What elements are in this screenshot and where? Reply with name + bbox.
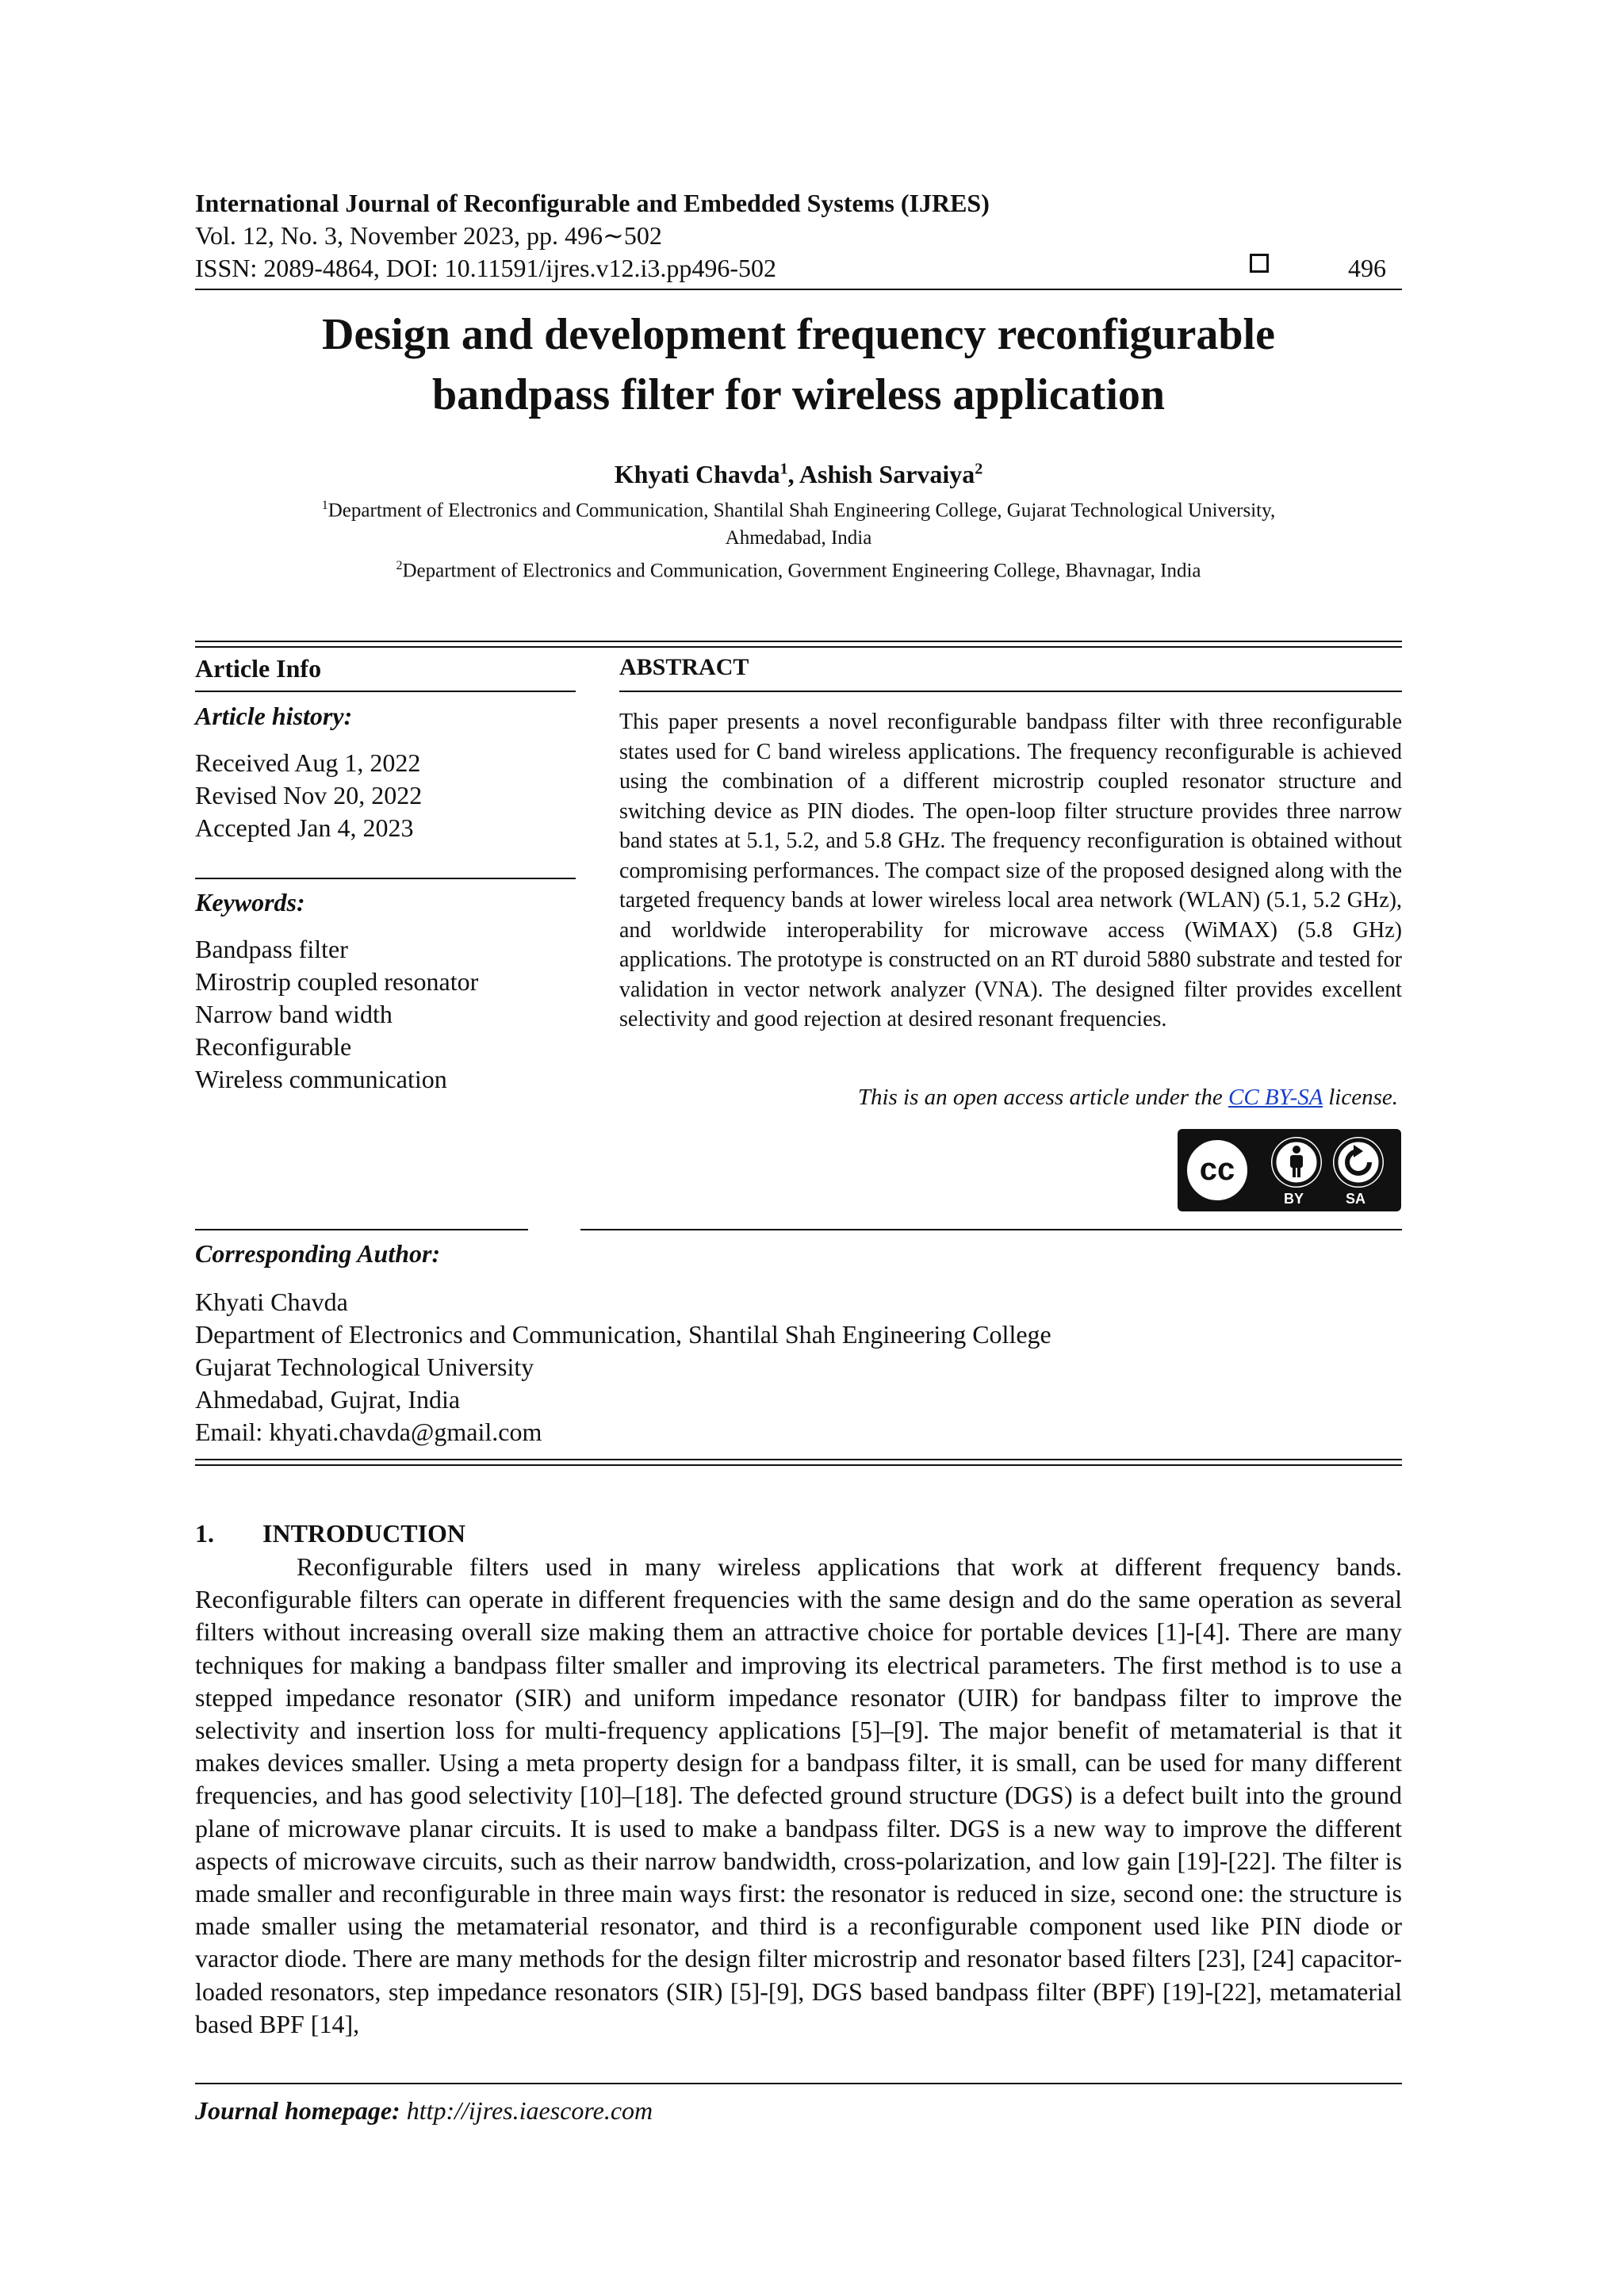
abstract-text: This paper presents a novel reconfigurable bandpass filter with three reconfigurable states used for C band wireless applications. The frequency reconfigurable is achieved using the combination of a different microstrip coupled resonator structure and switching device as PIN diodes. The open-loop filter structure provides three narrow band states at 5.1, 5.2, and 5.8 GHz. The frequency reconfiguration is obtained without compromising performances. The compact size of the proposed designed along with the targeted frequency bands at lower wireless local area network (WLAN) (5.1, 5.2 GHz), and worldwide interoperability for microwave access (WiMAX) (5.8 GHz) applications. The prototype is constructed on an RT duroid 5880 substrate and tested for validation in vector network analyzer (VNA). The designed filter provides excellent selectivity and good rejection at desired resonant frequencies. <box>619 710 1402 1031</box>
article-history-list <box>195 747 422 844</box>
journal-homepage <box>195 2096 653 2126</box>
header-rule <box>195 289 1402 290</box>
article-history-heading: Article history: <box>195 702 353 730</box>
affiliation-2 <box>195 552 1402 584</box>
share-alike-icon <box>1333 1137 1384 1188</box>
keyword-item: Mirostrip coupled resonator <box>195 967 479 996</box>
keywords-heading: Keywords: <box>195 888 305 916</box>
journal-header <box>195 187 1402 285</box>
authors <box>195 460 1402 489</box>
open-access-note <box>619 1085 1398 1111</box>
affiliation-1 <box>195 492 1402 524</box>
affiliation-1-line-2: Ahmedabad, India <box>725 527 872 549</box>
corresponding-author-details <box>195 1286 1051 1448</box>
journal-title: International Journal of Reconfigurable and Embedded Systems (IJRES) <box>195 189 990 217</box>
corresponding-email: Email: khyati.chavda@gmail.com <box>195 1418 542 1446</box>
license-suffix: license. <box>1322 1085 1398 1110</box>
author-1-sup: 1 <box>779 460 788 478</box>
share-alike-svg <box>1333 1137 1384 1188</box>
page-number: 496 <box>1348 254 1386 282</box>
history-accepted: Accepted Jan 4, 2023 <box>195 813 414 842</box>
keyword-item: Bandpass filter <box>195 935 348 963</box>
journal-volume: Vol. 12, No. 3, November 2023, pp. 496∼502 <box>195 221 662 250</box>
footer-rule <box>195 2083 1402 2084</box>
author-2: Ashish Sarvaiya <box>799 460 975 488</box>
section-number: 1. <box>195 1519 214 1548</box>
square-icon <box>1250 254 1269 273</box>
info-bottom-rule <box>195 1459 1402 1466</box>
cc-badge-labels <box>1257 1191 1396 1207</box>
homepage-url[interactable]: http://ijres.iaescore.com <box>406 2096 653 2125</box>
abstract-rule <box>619 691 1402 692</box>
author-1: Khyati Chavda <box>614 460 780 488</box>
abstract-heading: ABSTRACT <box>619 654 749 680</box>
affiliation-2-text: Department of Electronics and Communication, Government Engineering College, Bhavnagar, India <box>402 560 1201 582</box>
homepage-label: Journal homepage: <box>195 2096 400 2125</box>
paper-title-line-2: bandpass filter for wireless application <box>431 370 1166 419</box>
affiliation-1-line-1: Department of Electronics and Communication, Shantilal Shah Engineering College, Gujarat Technological University, <box>327 499 1276 522</box>
section-title: INTRODUCTION <box>262 1519 466 1548</box>
keyword-item: Wireless communication <box>195 1065 447 1093</box>
corresponding-location: Ahmedabad, Gujrat, India <box>195 1385 461 1414</box>
license-prefix: This is an open access article under the <box>857 1085 1228 1110</box>
paper-title <box>195 304 1402 425</box>
author-separator: , <box>787 460 799 488</box>
article-info-rule <box>195 691 576 692</box>
keywords-rule <box>195 878 576 879</box>
cc-by-label: BY <box>1284 1191 1304 1207</box>
corresponding-name: Khyati Chavda <box>195 1288 348 1316</box>
corresponding-department: Department of Electronics and Communication, Shantilal Shah Engineering College <box>195 1320 1051 1349</box>
affiliation-1-sup: 1 <box>321 499 328 512</box>
history-received: Received Aug 1, 2022 <box>195 748 421 777</box>
introduction-heading <box>195 1519 465 1548</box>
article-info-heading: Article Info <box>195 654 322 683</box>
keyword-item: Reconfigurable <box>195 1032 352 1061</box>
cc-sa-label: SA <box>1346 1191 1366 1207</box>
affiliations <box>195 492 1402 585</box>
keywords-list <box>195 933 478 1096</box>
cc-by-sa-link[interactable]: CC BY-SA <box>1228 1085 1323 1110</box>
author-2-sup: 2 <box>975 460 983 478</box>
cc-by-sa-badge[interactable] <box>1178 1129 1401 1211</box>
attribution-icon <box>1271 1137 1322 1188</box>
introduction-paragraph: Reconfigurable filters used in many wireless applications that work at different frequency bands. Reconfigurable filters can operate in different frequencies with the same design and do the same operation as several filters without increasing overall size making them an attractive choice for portable devices [1]-[4]. There are many techniques for making a bandpass filter smaller and improving its electrical parameters. The first method is to use a stepped impedance resonator (SIR) and uniform impedance resonator (UIR) for bandpass filter to improve the selectivity and insertion loss for multi-frequency applications [5]–[9]. The major benefit of metamaterial is that it makes devices smaller. Using a meta property design for a bandpass filter, it is small, can be used for many different frequencies, and has good selectivity [10]–[18]. The defected ground structure (DGS) is a defect built into the ground plane of microwave planar circuits. It is used to make a bandpass filter. DGS is a new way to improve the different aspects of microwave circuits, such as their narrow bandwidth, cross-polarization, and low gain [19]-[22]. The filter is made smaller and reconfigurable in three main ways first: the resonator is reduced in size, second one: the structure is made smaller using the metamaterial resonator, and third is a reconfigurable component used like PIN diode or varactor diode. There are many methods for the design filter microstrip and resonator based filters [23], [24] capacitor-loaded resonators, step impedance resonators (SIR) [5]-[9], DGS based bandpass filter (BPF) [19]-[22], metamaterial based BPF [14], <box>195 1552 1402 2038</box>
corresponding-university: Gujarat Technological University <box>195 1353 534 1381</box>
journal-issn-row <box>195 252 1402 285</box>
journal-issn: ISSN: 2089-4864, DOI: 10.11591/ijres.v12.i3.pp496-502 <box>195 254 777 282</box>
cc-logo-icon: cc <box>1184 1137 1251 1203</box>
keyword-item: Narrow band width <box>195 1000 393 1028</box>
attribution-person-svg <box>1271 1137 1322 1188</box>
info-top-rule <box>195 641 1402 648</box>
corresponding-rule-left <box>195 1229 528 1230</box>
introduction-body <box>195 1551 1402 2041</box>
history-revised: Revised Nov 20, 2022 <box>195 781 423 809</box>
paper-title-line-1: Design and development frequency reconfigurable <box>322 310 1275 359</box>
corresponding-rule-right <box>580 1229 1402 1230</box>
affiliation-2-sup: 2 <box>396 559 403 573</box>
corresponding-author-heading: Corresponding Author: <box>195 1239 441 1268</box>
